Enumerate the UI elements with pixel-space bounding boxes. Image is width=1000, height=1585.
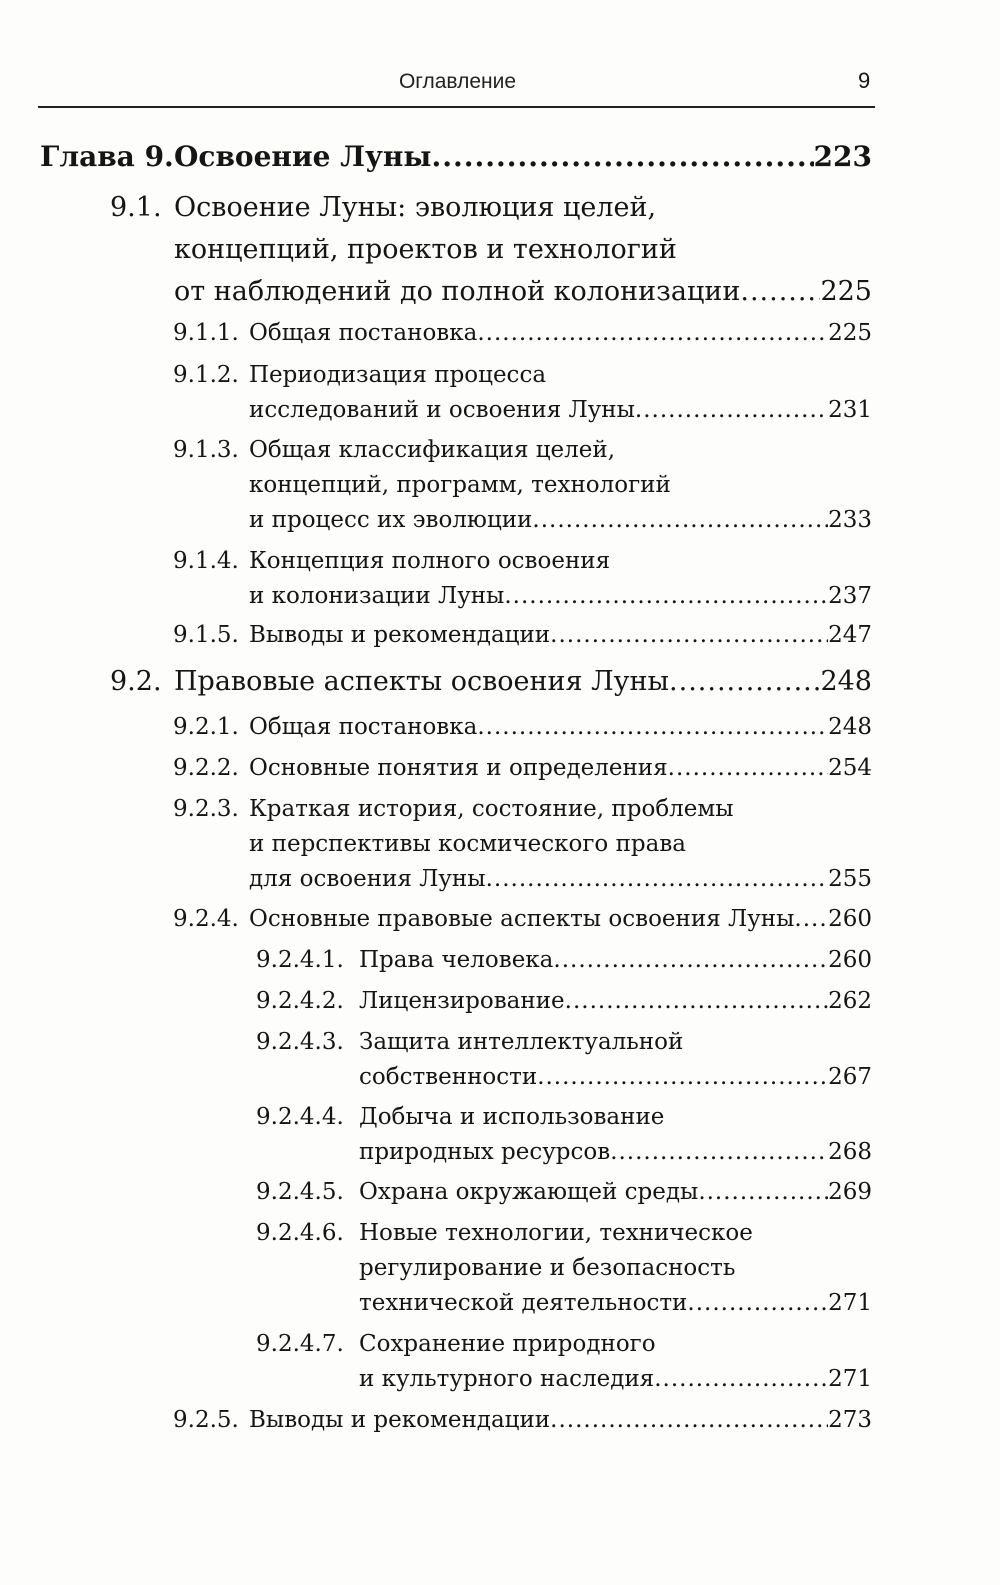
toc-page-number: 233 xyxy=(828,507,872,533)
toc-entry-number: 9.2.2. xyxy=(173,755,239,781)
toc-page-number: 255 xyxy=(828,866,872,892)
toc-leader-dots xyxy=(477,320,828,346)
toc-entry-title-line: и перспективы космического права xyxy=(249,831,686,857)
toc-entry-title: Освоение Луны xyxy=(174,140,432,173)
toc-page-number: 269 xyxy=(828,1179,872,1205)
toc-entry-number: 9.2.3. xyxy=(173,796,239,822)
toc-entry-number: 9.2. xyxy=(110,666,162,697)
toc-page-number: 267 xyxy=(828,1064,872,1090)
toc-page-number: 225 xyxy=(828,320,872,346)
toc-page-number: 248 xyxy=(828,714,872,740)
toc-leader-dots xyxy=(635,397,828,423)
toc-leader-dots xyxy=(486,866,829,892)
toc-entry-title: исследований и освоения Луны xyxy=(249,397,635,423)
toc-entry-title: Общая постановка xyxy=(249,714,478,740)
toc-entry-title-line: Новые технологии, техническое xyxy=(359,1220,753,1246)
toc-entry-number: 9.2.4.3. xyxy=(256,1029,344,1055)
toc-leader-dots xyxy=(550,622,828,648)
toc-entry-number: 9.2.4.2. xyxy=(256,988,344,1014)
toc-leader-dots xyxy=(668,755,828,781)
toc-entry-number: 9.2.4.1. xyxy=(256,947,344,973)
toc-entry-title: Охрана окружающей среды xyxy=(359,1179,699,1205)
toc-entry-title: Основные понятия и определения xyxy=(249,755,668,781)
toc-page-number: 260 xyxy=(828,947,872,973)
toc-entry-title-line: регулирование и безопасность xyxy=(359,1255,736,1281)
toc-entry-number: 9.2.1. xyxy=(173,714,239,740)
toc-entry-number: 9.1.5. xyxy=(173,622,239,648)
page-number: 9 xyxy=(858,68,871,93)
toc-page-number: 225 xyxy=(820,276,872,307)
toc-entry-title: Права человека xyxy=(359,947,554,973)
toc-page-number: 237 xyxy=(828,583,872,609)
toc-entry-number: 9.2.4. xyxy=(173,906,239,932)
toc-entry-title: Выводы и рекомендации xyxy=(249,1407,551,1433)
toc-leader-dots xyxy=(698,1179,828,1205)
toc-page-number: 271 xyxy=(828,1366,872,1392)
toc-page-number: 247 xyxy=(828,622,872,648)
toc-entry-title-line: Общая классификация целей, xyxy=(249,437,616,463)
toc-entry-number: 9.2.4.7. xyxy=(256,1331,344,1357)
toc-leader-dots xyxy=(610,1139,828,1165)
toc-entry-title: Основные правовые аспекты освоения Луны xyxy=(249,906,795,932)
toc-entry-title-line: Концепция полного освоения xyxy=(249,548,611,574)
toc-entry-title: и культурного наследия xyxy=(359,1366,655,1392)
header-rule xyxy=(38,106,875,108)
toc-page-number: 271 xyxy=(828,1290,872,1316)
toc-entry-title-line: Краткая история, состояние, проблемы xyxy=(249,796,734,822)
toc-entry-number: 9.1.2. xyxy=(173,362,239,388)
toc-entry-title: Общая постановка xyxy=(249,320,478,346)
toc-entry-title: и колонизации Луны xyxy=(249,583,505,609)
toc-entry-number: 9.1.1. xyxy=(173,320,239,346)
toc-page-number: 248 xyxy=(820,666,872,697)
toc-leader-dots xyxy=(654,1366,828,1392)
toc-leader-dots xyxy=(431,140,813,173)
toc-entry-title-line: концепций, программ, технологий xyxy=(249,472,671,498)
toc-leader-dots xyxy=(553,947,828,973)
toc-entry-number: 9.2.4.4. xyxy=(256,1104,344,1130)
toc-entry-title: Правовые аспекты освоения Луны xyxy=(174,666,670,697)
toc-leader-dots xyxy=(740,276,820,307)
toc-leader-dots xyxy=(537,1064,828,1090)
toc-leader-dots xyxy=(687,1290,828,1316)
toc-entry-number: 9.2.5. xyxy=(173,1407,239,1433)
toc-leader-dots xyxy=(477,714,828,740)
toc-page-number: 260 xyxy=(828,906,872,932)
toc-entry-title: и процесс их эволюции xyxy=(249,507,533,533)
toc-entry-title: от наблюдений до полной колонизации xyxy=(174,276,741,307)
toc-entry-title: технической деятельности xyxy=(359,1290,688,1316)
toc-page-number: 262 xyxy=(828,988,872,1014)
toc-entry-title-line: Освоение Луны: эволюция целей, xyxy=(174,192,657,223)
toc-entry-number: 9.1.4. xyxy=(173,548,239,574)
toc-entry-title: собственности xyxy=(359,1064,538,1090)
toc-page-number: 268 xyxy=(828,1139,872,1165)
toc-entry-number: 9.2.4.6. xyxy=(256,1220,344,1246)
toc-page-number: 231 xyxy=(828,397,872,423)
toc-leader-dots xyxy=(532,507,828,533)
toc-page-number: 223 xyxy=(813,140,872,173)
toc-entry-title: Лицензирование xyxy=(359,988,565,1014)
toc-leader-dots xyxy=(550,1407,828,1433)
toc-entry-title: природных ресурсов xyxy=(359,1139,611,1165)
toc-entry-title-line: Периодизация процесса xyxy=(249,362,547,388)
toc-page-number: 273 xyxy=(828,1407,872,1433)
toc-entry-number: Глава 9. xyxy=(40,140,174,173)
toc-entry-number: 9.1. xyxy=(110,192,162,223)
toc-entry-title-line: Защита интеллектуальной xyxy=(359,1029,684,1055)
toc-entry-title-line: Добыча и использование xyxy=(359,1104,665,1130)
toc-entry-title-line: Сохранение природного xyxy=(359,1331,656,1357)
toc-leader-dots xyxy=(565,988,828,1014)
toc-entry-title: для освоения Луны xyxy=(249,866,486,892)
toc-leader-dots xyxy=(504,583,828,609)
running-head-title: Оглавление xyxy=(398,70,517,93)
toc-page-number: 254 xyxy=(828,755,872,781)
toc-entry-title-line: концепций, проектов и технологий xyxy=(174,234,677,265)
toc-leader-dots xyxy=(794,906,828,932)
toc-entry-title: Выводы и рекомендации xyxy=(249,622,551,648)
toc-entry-number: 9.2.4.5. xyxy=(256,1179,344,1205)
toc-entry-number: 9.1.3. xyxy=(173,437,239,463)
toc-leader-dots xyxy=(669,666,820,697)
